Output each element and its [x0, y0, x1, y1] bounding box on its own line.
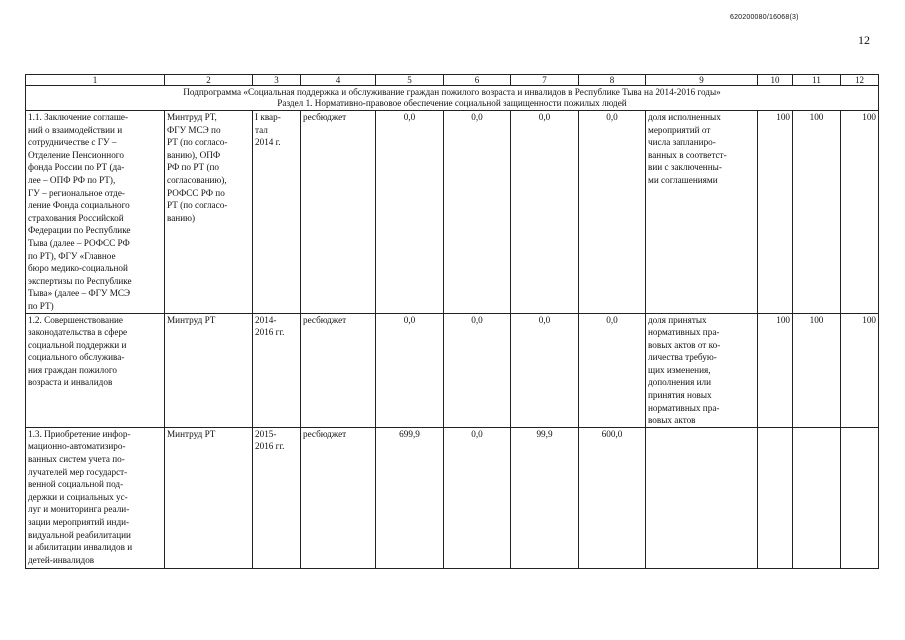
year-2015-cell: 0,0	[511, 111, 579, 314]
year-2016-cell: 0,0	[579, 313, 646, 427]
period-cell: I квар- тал 2014 г.	[253, 111, 301, 314]
total-cell: 0,0	[376, 111, 444, 314]
value-col12-cell: 100	[841, 111, 879, 314]
year-2014-cell: 0,0	[444, 313, 511, 427]
column-header: 4	[301, 75, 376, 86]
executor-cell: Минтруд РТ	[165, 313, 253, 427]
page-number: 12	[858, 33, 870, 47]
year-2016-cell: 0,0	[579, 111, 646, 314]
column-number-row	[26, 75, 879, 86]
column-header: 5	[376, 75, 444, 86]
year-2014-cell: 0,0	[444, 111, 511, 314]
activity-cell: 1.1. Заключение соглаше- ний о взаимодействии и сотрудничестве с ГУ – Отделение Пенсионного фонда России по РТ (да- лее – ОПФ РФ по РТ), ГУ – региональное отде- ление Фонда социального страхования Российской Федерации по Республике Тыва (далее – РОФСС РФ по РТ), ФГУ «Главное бюро медико-социальной экспертизы по Республике Тыва» (далее – ФГУ МСЭ по РТ)	[26, 111, 165, 314]
value-col11-cell: 100	[793, 313, 841, 427]
column-header: 3	[253, 75, 301, 86]
executor-cell: Минтруд РТ	[165, 427, 253, 568]
year-2016-cell: 600,0	[579, 427, 646, 568]
activity-cell: 1.3. Приобретение инфор- мационно-автоматизиро- ванных систем учета по- лучателей мер государст- венной социальной под- держки и социальных ус- луг и мониторинга реали- зации мероприятий инди- видуальной реабилитации и абилитации инвалидов и детей-инвалидов	[26, 427, 165, 568]
indicator-cell	[646, 427, 758, 568]
column-header: 6	[444, 75, 511, 86]
section-title: Раздел 1. Нормативно-правовое обеспечение социальной защищенности пожилых людей	[277, 98, 627, 108]
period-cell: 2014- 2016 гг.	[253, 313, 301, 427]
section-title-row	[26, 86, 879, 111]
column-header: 1	[26, 75, 165, 86]
subprogram-title: Подпрограмма «Социальная поддержка и обслуживание граждан пожилого возраста и инвалидов в Республике Тыва на 2014-2016 годы»	[183, 87, 721, 97]
column-header: 9	[646, 75, 758, 86]
value-col11-cell: 100	[793, 111, 841, 314]
table-row	[26, 111, 879, 314]
funding-source-cell: ресбюджет	[301, 111, 376, 314]
funding-source-cell: ресбюджет	[301, 427, 376, 568]
year-2014-cell: 0,0	[444, 427, 511, 568]
total-cell: 699,9	[376, 427, 444, 568]
column-header: 7	[511, 75, 579, 86]
column-header: 11	[793, 75, 841, 86]
table-row	[26, 313, 879, 427]
value-col10-cell: 100	[758, 313, 793, 427]
value-col12-cell	[841, 427, 879, 568]
section-title-cell	[26, 86, 879, 111]
executor-cell: Минтруд РТ, ФГУ МСЭ по РТ (по согласо- ванию), ОПФ РФ по РТ (по согласованию), РОФСС РФ по РТ (по согласо- ванию)	[165, 111, 253, 314]
year-2015-cell: 0,0	[511, 313, 579, 427]
value-col10-cell: 100	[758, 111, 793, 314]
table-row	[26, 427, 879, 568]
value-col10-cell	[758, 427, 793, 568]
indicator-cell: доля принятых нормативных пра- вовых актов от ко- личества требую- щих изменения, дополнения или принятия новых нормативных пра- вовых актов	[646, 313, 758, 427]
document-code: 620200080/16068(3)	[730, 14, 799, 21]
funding-source-cell: ресбюджет	[301, 313, 376, 427]
value-col11-cell	[793, 427, 841, 568]
column-header: 10	[758, 75, 793, 86]
activity-cell: 1.2. Совершенствование законодательства в сфере социальной поддержки и социального обслужива- ния граждан пожилого возраста и инвалидов	[26, 313, 165, 427]
period-cell: 2015- 2016 гг.	[253, 427, 301, 568]
column-header: 2	[165, 75, 253, 86]
program-table	[25, 74, 879, 569]
column-header: 12	[841, 75, 879, 86]
year-2015-cell: 99,9	[511, 427, 579, 568]
value-col12-cell: 100	[841, 313, 879, 427]
total-cell: 0,0	[376, 313, 444, 427]
column-header: 8	[579, 75, 646, 86]
indicator-cell: доля исполненных мероприятий от числа запланиро- ванных в соответст- вии с заключенны- ми соглашениями	[646, 111, 758, 314]
